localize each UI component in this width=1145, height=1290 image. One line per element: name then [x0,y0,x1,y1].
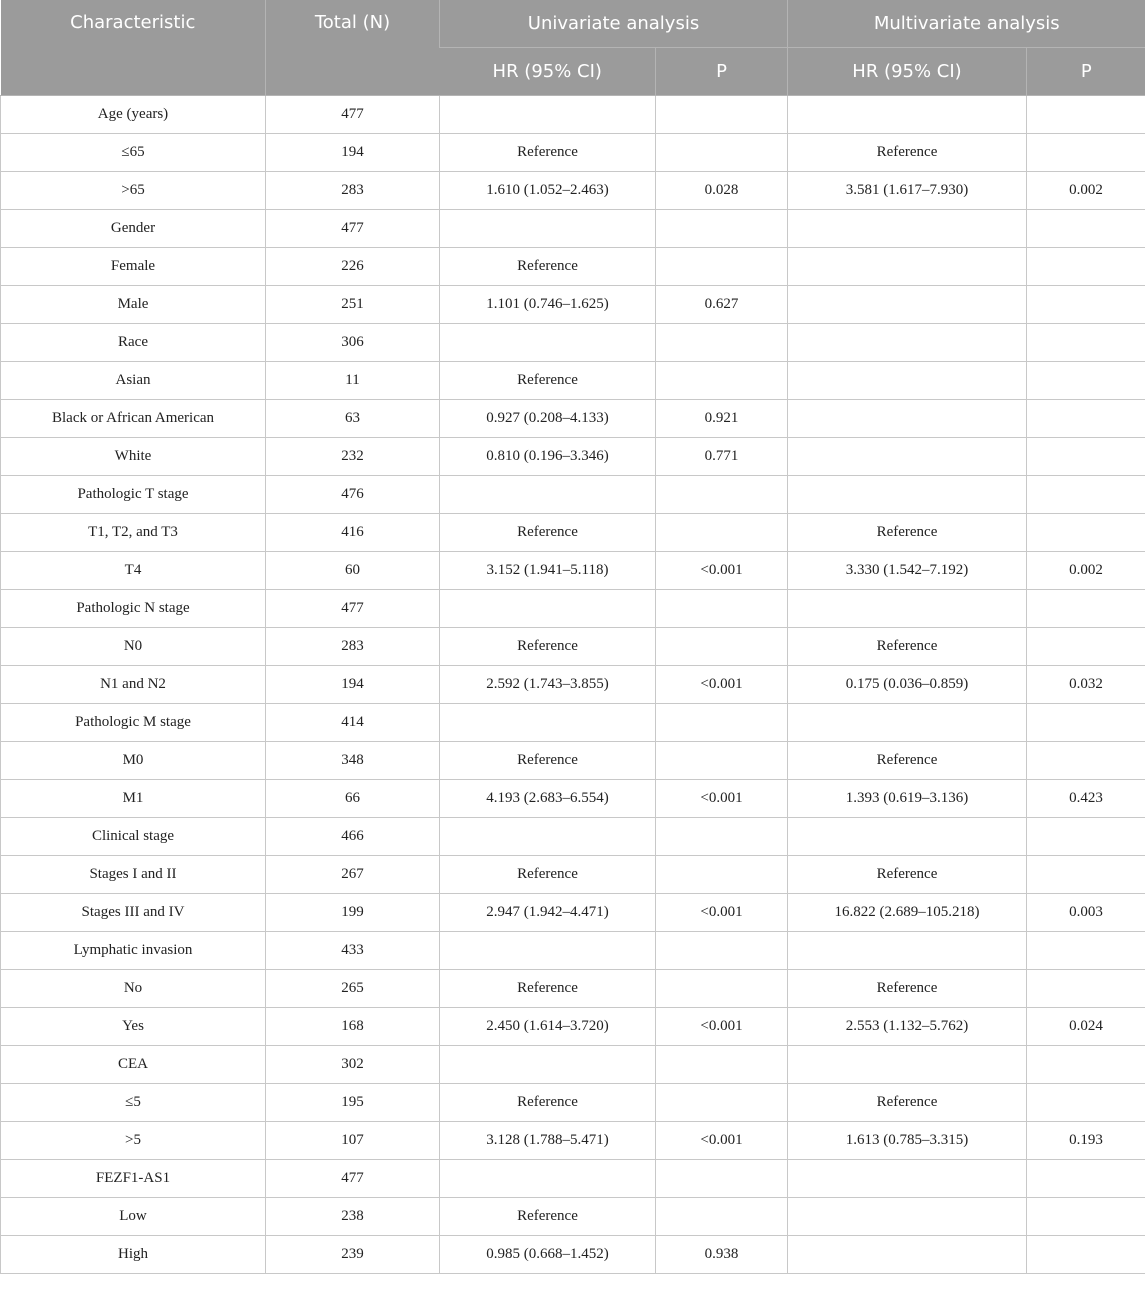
cell-characteristic: Age (years) [1,96,266,134]
cell-characteristic: N1 and N2 [1,666,266,704]
cell-total: 63 [266,400,440,438]
cell-univariate-hr: Reference [440,1198,656,1236]
cell-multivariate-hr: Reference [788,970,1027,1008]
cell-multivariate-p: 0.002 [1027,552,1145,590]
cell-univariate-p: <0.001 [656,552,788,590]
table-row [1,856,1145,894]
cell-univariate-hr: Reference [440,514,656,552]
cell-total: 11 [266,362,440,400]
table-row [1,818,1145,856]
cell-multivariate-p [1027,742,1145,780]
cell-univariate-hr: Reference [440,856,656,894]
table-row [1,400,1145,438]
cell-univariate-hr: 0.810 (0.196–3.346) [440,438,656,476]
cell-characteristic: M1 [1,780,266,818]
cell-characteristic: FEZF1-AS1 [1,1160,266,1198]
cell-total: 466 [266,818,440,856]
cell-characteristic: Pathologic M stage [1,704,266,742]
header-multivariate-p: P [1027,48,1145,96]
header-univariate-hr: HR (95% CI) [440,48,656,96]
cell-total: 477 [266,590,440,628]
cell-univariate-p: 0.938 [656,1236,788,1274]
cell-univariate-p [656,742,788,780]
cell-multivariate-p: 0.423 [1027,780,1145,818]
table-row [1,628,1145,666]
cell-multivariate-hr [788,476,1027,514]
cell-univariate-p [656,324,788,362]
cell-univariate-hr [440,1160,656,1198]
cell-multivariate-hr [788,1046,1027,1084]
cell-multivariate-p: 0.002 [1027,172,1145,210]
table-body [1,96,1145,1274]
table-row [1,172,1145,210]
cell-multivariate-p: 0.003 [1027,894,1145,932]
cell-multivariate-hr: Reference [788,856,1027,894]
table-row [1,248,1145,286]
cell-total: 195 [266,1084,440,1122]
table-row [1,970,1145,1008]
cell-multivariate-p [1027,438,1145,476]
cell-total: 226 [266,248,440,286]
cell-characteristic: N0 [1,628,266,666]
table-row [1,590,1145,628]
cell-univariate-p [656,476,788,514]
cell-multivariate-hr [788,1198,1027,1236]
cell-univariate-p [656,1198,788,1236]
cell-univariate-hr: 4.193 (2.683–6.554) [440,780,656,818]
cell-multivariate-p [1027,818,1145,856]
cell-univariate-hr: Reference [440,362,656,400]
cell-univariate-p [656,514,788,552]
cell-total: 433 [266,932,440,970]
cell-multivariate-p [1027,362,1145,400]
cell-multivariate-p [1027,248,1145,286]
cell-characteristic: White [1,438,266,476]
cell-multivariate-hr [788,248,1027,286]
cell-multivariate-hr [788,96,1027,134]
cell-characteristic: T1, T2, and T3 [1,514,266,552]
cell-characteristic: Asian [1,362,266,400]
cell-characteristic: CEA [1,1046,266,1084]
cell-total: 476 [266,476,440,514]
cell-total: 302 [266,1046,440,1084]
cell-multivariate-hr [788,362,1027,400]
cell-characteristic: Black or African American [1,400,266,438]
cell-multivariate-p [1027,704,1145,742]
table-row [1,780,1145,818]
cell-characteristic: M0 [1,742,266,780]
cell-multivariate-hr: Reference [788,628,1027,666]
table-row [1,1236,1145,1274]
cell-multivariate-p [1027,1160,1145,1198]
cell-total: 477 [266,96,440,134]
cell-univariate-p: <0.001 [656,894,788,932]
cell-multivariate-hr [788,324,1027,362]
table-row [1,1046,1145,1084]
cell-characteristic: Race [1,324,266,362]
table-row [1,96,1145,134]
cell-characteristic: Pathologic T stage [1,476,266,514]
cell-characteristic: Low [1,1198,266,1236]
cell-total: 107 [266,1122,440,1160]
cell-multivariate-p [1027,324,1145,362]
cell-multivariate-p: 0.193 [1027,1122,1145,1160]
cell-multivariate-hr: 3.330 (1.542–7.192) [788,552,1027,590]
cell-multivariate-hr [788,932,1027,970]
cell-univariate-p [656,932,788,970]
table-row [1,1084,1145,1122]
header-univariate-p: P [656,48,788,96]
cell-univariate-hr: 3.128 (1.788–5.471) [440,1122,656,1160]
cell-univariate-p: 0.771 [656,438,788,476]
cell-multivariate-p [1027,134,1145,172]
table-row [1,932,1145,970]
table-row [1,286,1145,324]
cell-univariate-hr: Reference [440,970,656,1008]
cell-univariate-hr: 0.927 (0.208–4.133) [440,400,656,438]
cell-univariate-p [656,248,788,286]
table-row [1,1198,1145,1236]
cell-univariate-p [656,1160,788,1198]
cell-total: 348 [266,742,440,780]
cell-multivariate-hr [788,286,1027,324]
cell-multivariate-p [1027,96,1145,134]
cell-univariate-p [656,362,788,400]
cell-univariate-hr [440,324,656,362]
cell-univariate-p [656,628,788,666]
cell-characteristic: Clinical stage [1,818,266,856]
table-row [1,666,1145,704]
cell-multivariate-p [1027,286,1145,324]
cell-multivariate-p [1027,856,1145,894]
cell-univariate-p [656,818,788,856]
cell-total: 251 [266,286,440,324]
cell-multivariate-hr [788,438,1027,476]
cell-univariate-hr [440,210,656,248]
cell-total: 416 [266,514,440,552]
cell-multivariate-hr [788,1160,1027,1198]
cell-characteristic: Male [1,286,266,324]
cell-total: 239 [266,1236,440,1274]
cell-univariate-hr [440,476,656,514]
cell-characteristic: Yes [1,1008,266,1046]
cell-multivariate-p [1027,400,1145,438]
cell-total: 232 [266,438,440,476]
cell-univariate-hr: Reference [440,628,656,666]
cell-multivariate-p [1027,932,1145,970]
cell-multivariate-hr [788,210,1027,248]
cell-characteristic: Female [1,248,266,286]
cell-univariate-hr: 2.592 (1.743–3.855) [440,666,656,704]
cell-univariate-p [656,856,788,894]
cell-univariate-hr [440,1046,656,1084]
cell-multivariate-hr [788,400,1027,438]
cell-multivariate-hr: 0.175 (0.036–0.859) [788,666,1027,704]
table-header [1,0,1145,96]
cell-univariate-hr: Reference [440,742,656,780]
cell-total: 283 [266,172,440,210]
cell-univariate-hr: 0.985 (0.668–1.452) [440,1236,656,1274]
cell-univariate-p [656,1046,788,1084]
cell-total: 238 [266,1198,440,1236]
cell-multivariate-hr [788,1236,1027,1274]
cell-characteristic: Pathologic N stage [1,590,266,628]
table-row [1,704,1145,742]
cell-total: 306 [266,324,440,362]
cell-characteristic: No [1,970,266,1008]
cell-multivariate-hr: 2.553 (1.132–5.762) [788,1008,1027,1046]
table-row [1,514,1145,552]
cell-univariate-p [656,970,788,1008]
cell-multivariate-p [1027,1046,1145,1084]
cell-characteristic: Gender [1,210,266,248]
cell-univariate-p: <0.001 [656,1008,788,1046]
table-row [1,552,1145,590]
cell-multivariate-p [1027,970,1145,1008]
cell-univariate-hr [440,818,656,856]
table-row [1,134,1145,172]
cell-total: 199 [266,894,440,932]
table-row [1,210,1145,248]
cell-multivariate-p [1027,590,1145,628]
cell-multivariate-hr: 1.393 (0.619–3.136) [788,780,1027,818]
cell-univariate-hr [440,590,656,628]
table-row [1,894,1145,932]
cell-multivariate-p [1027,1084,1145,1122]
cell-characteristic: ≤65 [1,134,266,172]
cell-multivariate-hr [788,818,1027,856]
cell-univariate-hr: 2.450 (1.614–3.720) [440,1008,656,1046]
cell-univariate-hr: Reference [440,134,656,172]
cell-univariate-hr: Reference [440,248,656,286]
cell-total: 194 [266,666,440,704]
cell-characteristic: T4 [1,552,266,590]
cell-multivariate-p: 0.032 [1027,666,1145,704]
cell-univariate-p [656,96,788,134]
cell-multivariate-p [1027,514,1145,552]
cell-univariate-hr [440,96,656,134]
cell-multivariate-p [1027,210,1145,248]
cell-univariate-p: <0.001 [656,1122,788,1160]
cell-univariate-p: 0.028 [656,172,788,210]
table-row [1,362,1145,400]
cell-total: 477 [266,210,440,248]
cell-characteristic: ≤5 [1,1084,266,1122]
cell-total: 168 [266,1008,440,1046]
cell-univariate-p [656,590,788,628]
cell-characteristic: High [1,1236,266,1274]
cell-multivariate-p [1027,628,1145,666]
cell-univariate-hr [440,704,656,742]
table-row [1,324,1145,362]
cell-univariate-p: 0.627 [656,286,788,324]
cell-multivariate-hr: 16.822 (2.689–105.218) [788,894,1027,932]
cell-multivariate-hr: 1.613 (0.785–3.315) [788,1122,1027,1160]
cell-multivariate-hr: Reference [788,742,1027,780]
cell-total: 60 [266,552,440,590]
cell-total: 265 [266,970,440,1008]
table-row [1,476,1145,514]
cell-total: 414 [266,704,440,742]
cell-total: 66 [266,780,440,818]
cell-multivariate-hr: Reference [788,1084,1027,1122]
cell-multivariate-p [1027,1236,1145,1274]
table-row [1,742,1145,780]
cell-characteristic: >5 [1,1122,266,1160]
cell-univariate-p: <0.001 [656,780,788,818]
cell-univariate-hr: Reference [440,1084,656,1122]
cell-univariate-p: <0.001 [656,666,788,704]
cell-total: 477 [266,1160,440,1198]
header-characteristic: Characteristic [1,0,266,96]
table-row [1,1160,1145,1198]
table-row [1,1122,1145,1160]
cell-characteristic: >65 [1,172,266,210]
cell-univariate-hr [440,932,656,970]
cell-total: 194 [266,134,440,172]
cell-total: 267 [266,856,440,894]
cell-multivariate-hr [788,704,1027,742]
cell-characteristic: Stages III and IV [1,894,266,932]
header-univariate: Univariate analysis [440,0,788,48]
header-total: Total (N) [266,0,440,96]
cell-univariate-hr: 2.947 (1.942–4.471) [440,894,656,932]
cell-univariate-p [656,134,788,172]
cell-multivariate-p [1027,476,1145,514]
cell-univariate-p [656,210,788,248]
cell-univariate-p [656,704,788,742]
cell-multivariate-p [1027,1198,1145,1236]
cell-univariate-hr: 1.610 (1.052–2.463) [440,172,656,210]
header-multivariate-hr: HR (95% CI) [788,48,1027,96]
cell-univariate-hr: 3.152 (1.941–5.118) [440,552,656,590]
cell-multivariate-hr: Reference [788,134,1027,172]
cell-multivariate-hr: Reference [788,514,1027,552]
cell-characteristic: Stages I and II [1,856,266,894]
cell-characteristic: Lymphatic invasion [1,932,266,970]
cell-multivariate-hr: 3.581 (1.617–7.930) [788,172,1027,210]
cell-multivariate-hr [788,590,1027,628]
cell-univariate-hr: 1.101 (0.746–1.625) [440,286,656,324]
header-multivariate: Multivariate analysis [788,0,1145,48]
table-row [1,438,1145,476]
cell-univariate-p: 0.921 [656,400,788,438]
table-row [1,1008,1145,1046]
cell-univariate-p [656,1084,788,1122]
cell-multivariate-p: 0.024 [1027,1008,1145,1046]
cell-total: 283 [266,628,440,666]
